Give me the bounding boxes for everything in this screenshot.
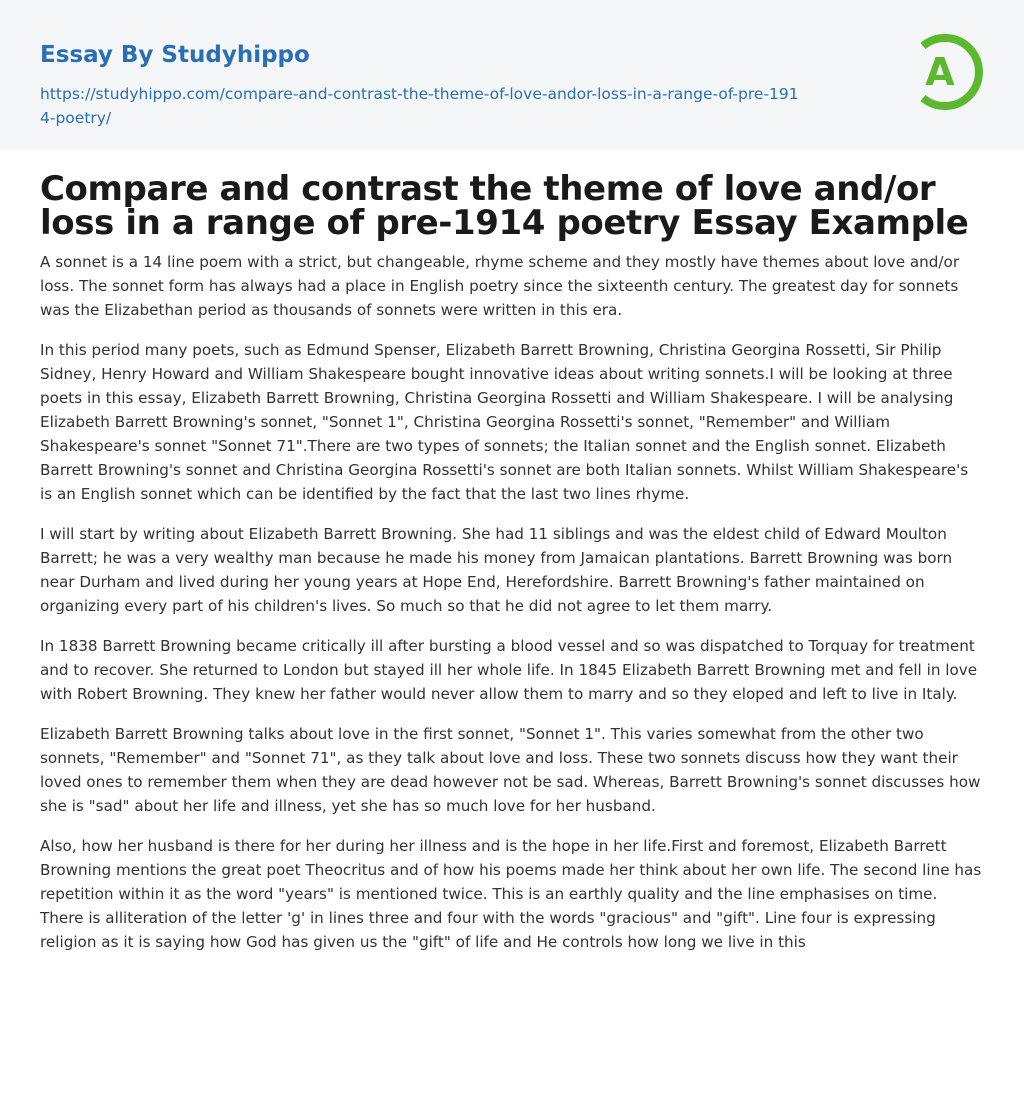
article-paragraph: In 1838 Barrett Browning became critically ill after bursting a blood vessel and so was dispatched to Torquay for treatment and to recover. She returned to London but stayed ill her whole life. In 1845 Elizabeth Barrett Browning met and fell in love with Robert Browning. They knew her father would never allow them to marry and so they eloped and left to live in Italy. (40, 637, 978, 703)
article-paragraph: Also, how her husband is there for her during her illness and is the hope in her life.First and foremost, Elizabeth Barrett Browning mentions the great poet Theocritus and of how his poems made her think about her own life. The second line has repetition within it as the word "years" is mentioned twice. This is an earthly quality and the line emphasises on time. There is alliteration of the letter 'g' in lines three and four with the words "gracious" and "gift". Line four is expressing religion as it is saying how God has given us the "gift" of life and He controls how long we live in this (40, 837, 982, 951)
article-paragraph: I will start by writing about Elizabeth Barrett Browning. She had 11 siblings and was the eldest child of Edward Moulton Barrett; he was a very wealthy man because he made his money from Jamaican plantations. Barrett Browning was born near Durham and lived during her young years at Hope End, Herefordshire. Barrett Browning's father maintained on organizing every part of his children's lives. So much so that he did not agree to let them marry. (40, 525, 953, 615)
studyhippo-logo-icon[interactable] (913, 29, 985, 115)
page-url-link[interactable]: https://studyhippo.com/compare-and-contrast-the-theme-of-love-andor-loss-in-a-range-of-pre-1914-poetry/ (40, 85, 799, 127)
site-brand[interactable]: Essay By Studyhippo (40, 42, 310, 68)
article-paragraph: Elizabeth Barrett Browning talks about love in the first sonnet, "Sonnet 1". This varies somewhat from the other two sonnets, "Remember" and "Sonnet 71", as they talk about love and loss. These two sonnets discuss how they want their loved ones to remember them when they are dead however not be sad. Whereas, Barrett Browning's sonnet discusses how she is "sad" about her life and illness, yet she has so much love for her husband. (40, 725, 981, 815)
article (0, 169, 1024, 954)
site-header (0, 0, 1024, 150)
article-title: Compare and contrast the theme of love and/or loss in a range of pre-1914 poetry Essay Example (40, 169, 969, 243)
logo-letter: A (925, 50, 955, 94)
article-paragraph: In this period many poets, such as Edmund Spenser, Elizabeth Barrett Browning, Christina Georgina Rossetti, Sir Philip Sidney, Henry Howard and William Shakespeare bought innovative ideas about writing sonnets.I will be looking at three poets in this essay, Elizabeth Barrett Browning, Christina Georgina Rossetti and William Shakespeare. I will be analysing Elizabeth Barrett Browning's sonnet, "Sonnet 1", Christina Georgina Rossetti's sonnet, "Remember" and William Shakespeare's sonnet "Sonnet 71".There are two types of sonnets; the Italian sonnet and the English sonnet. Elizabeth Barrett Browning's sonnet and Christina Georgina Rossetti's sonnet are both Italian sonnets. Whilst William Shakespeare's is an English sonnet which can be identified by the fact that the last two lines rhyme. (40, 341, 969, 503)
article-paragraph: A sonnet is a 14 line poem with a strict, but changeable, rhyme scheme and they mostly have themes about love and/or loss. The sonnet form has always had a place in English poetry since the sixteenth century. The greatest day for sonnets was the Elizabethan period as thousands of sonnets were written in this era. (40, 253, 960, 319)
